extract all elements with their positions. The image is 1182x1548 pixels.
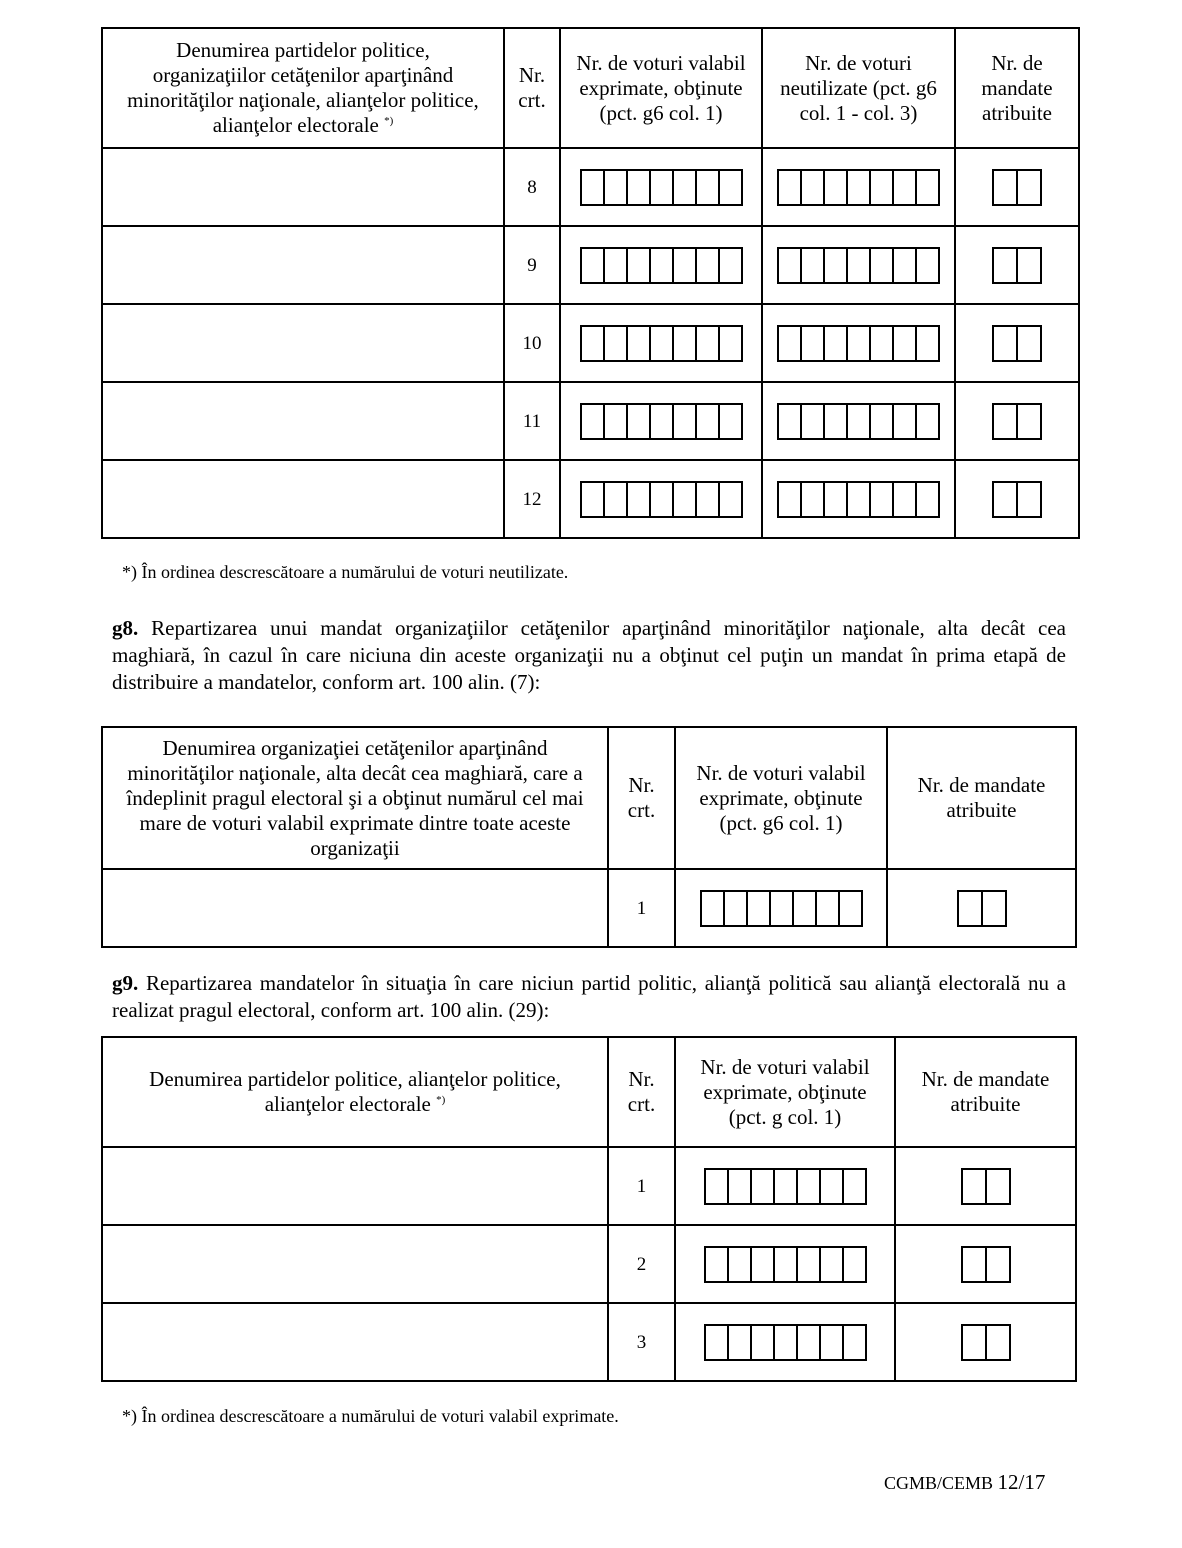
table-row [102,1303,1076,1381]
section-g8-text: Repartizarea unui mandat organizaţiilor cetăţenilor aparţinând minorităţilor naţionale, alta decât cea maghiară, în cazul în care niciuna din aceste organizaţii nu a obţinut cel puţin un mandat în prima etapă de distribuire a mandatelor, conform art. 100 alin. (7): [112,616,1066,694]
col-header-votes: Nr. de voturi valabil exprimate, obţinute (pct. g6 col. 1) [560,28,762,148]
mandates-digit-boxes[interactable] [957,890,1007,927]
votes-cell [675,1303,895,1381]
unused-votes-digit-boxes[interactable] [777,247,940,284]
mandates-cell [955,148,1079,226]
mandates-digit-boxes[interactable] [961,1324,1011,1361]
col-header-votes: Nr. de voturi valabil exprimate, obţinute (pct. g6 col. 1) [675,727,887,869]
mandates-cell [955,304,1079,382]
mandates-cell [955,382,1079,460]
unused-votes-digit-boxes[interactable] [777,325,940,362]
mandates-cell [955,226,1079,304]
votes-digit-boxes[interactable] [704,1246,867,1283]
col-header-name: Denumirea partidelor politice, organizaţiilor cetăţenilor aparţinând minorităţilor naţionale, alianţelor politice, alianţelor electorale *) [102,28,504,148]
party-name-cell[interactable] [102,460,504,538]
col-header-mandates: Nr. de mandate atribuite [895,1037,1076,1147]
table-row [102,869,1076,947]
party-name-cell[interactable] [102,226,504,304]
table-header-row [102,727,1076,869]
row-number: 1 [608,1147,675,1225]
party-name-cell[interactable] [102,382,504,460]
col-header-unused-votes: Nr. de voturi neutilizate (pct. g6 col. 1 - col. 3) [762,28,955,148]
section-g9-paragraph [112,970,1066,1024]
col-header-nr: Nr. crt. [608,727,675,869]
votes-digit-boxes[interactable] [580,481,743,518]
section-g8-paragraph [112,615,1066,696]
table-row [102,226,1079,304]
col-header-mandates: Nr. de mandate atribuite [887,727,1076,869]
col-header-name: Denumirea partidelor politice, alianţelor politice, alianţelor electorale *) [102,1037,608,1147]
unused-votes-digit-boxes[interactable] [777,169,940,206]
mandates-digit-boxes[interactable] [992,481,1042,518]
unused-votes-cell [762,226,955,304]
col-header-nr: Nr. crt. [608,1037,675,1147]
votes-cell [675,869,887,947]
votes-digit-boxes[interactable] [700,890,863,927]
votes-cell [675,1225,895,1303]
table-row [102,304,1079,382]
votes-digit-boxes[interactable] [580,169,743,206]
table-row [102,1147,1076,1225]
row-number: 1 [608,869,675,947]
table-row [102,460,1079,538]
table-row [102,382,1079,460]
unused-votes-digit-boxes[interactable] [777,403,940,440]
votes-cell [560,382,762,460]
page-footer [884,1470,1045,1495]
unused-votes-cell [762,382,955,460]
row-number: 8 [504,148,560,226]
organization-name-cell[interactable] [102,869,608,947]
votes-digit-boxes[interactable] [580,325,743,362]
votes-cell [560,226,762,304]
row-number: 9 [504,226,560,304]
mandates-digit-boxes[interactable] [992,247,1042,284]
mandates-cell [887,869,1076,947]
mandates-cell [895,1147,1076,1225]
footnote-unused-votes: *) În ordinea descrescătoare a numărului de voturi neutilizate. [122,562,569,582]
col-header-votes: Nr. de voturi valabil exprimate, obţinute (pct. g col. 1) [675,1037,895,1147]
votes-digit-boxes[interactable] [704,1168,867,1205]
row-number: 2 [608,1225,675,1303]
mandates-cell [895,1303,1076,1381]
mandates-cell [955,460,1079,538]
table-row [102,1225,1076,1303]
votes-cell [560,460,762,538]
section-g9-text: Repartizarea mandatelor în situaţia în care niciun partid politic, alianţă politică sau alianţă electorală nu a realizat pragul electoral, conform art. 100 alin. (29): [112,971,1066,1022]
col-header-name: Denumirea organizaţiei cetăţenilor aparţinând minorităţilor naţionale, alta decât cea maghiară, care a îndeplinit pragul electoral şi a obţinut numărul cel mai mare de voturi valabil exprimate dintre toate aceste organizaţii [102,727,608,869]
row-number: 11 [504,382,560,460]
row-number: 3 [608,1303,675,1381]
table-header-row [102,28,1079,148]
mandates-digit-boxes[interactable] [961,1246,1011,1283]
table-threshold-not-met [101,1036,1077,1382]
table-row [102,148,1079,226]
votes-digit-boxes[interactable] [704,1324,867,1361]
table-minority-mandate [101,726,1077,948]
col-header-nr: Nr. crt. [504,28,560,148]
votes-digit-boxes[interactable] [580,247,743,284]
page-number: 12/17 [997,1470,1046,1494]
unused-votes-cell [762,148,955,226]
votes-digit-boxes[interactable] [580,403,743,440]
row-number: 10 [504,304,560,382]
party-name-cell[interactable] [102,148,504,226]
votes-cell [675,1147,895,1225]
party-name-cell[interactable] [102,304,504,382]
mandates-digit-boxes[interactable] [961,1168,1011,1205]
votes-cell [560,148,762,226]
form-code: CGMB/CEMB [884,1473,994,1493]
mandates-cell [895,1225,1076,1303]
unused-votes-cell [762,460,955,538]
mandates-digit-boxes[interactable] [992,403,1042,440]
row-number: 12 [504,460,560,538]
section-g8-label: g8. [112,616,139,640]
col-header-mandates: Nr. de mandate atribuite [955,28,1079,148]
party-name-cell[interactable] [102,1147,608,1225]
section-g9-label: g9. [112,971,139,995]
mandates-digit-boxes[interactable] [992,325,1042,362]
votes-cell [560,304,762,382]
table-header-row [102,1037,1076,1147]
party-name-cell[interactable] [102,1303,608,1381]
footnote-valid-votes: *) În ordinea descrescătoare a numărului de voturi valabil exprimate. [122,1406,619,1426]
mandates-digit-boxes[interactable] [992,169,1042,206]
table-remaining-votes [101,27,1080,539]
party-name-cell[interactable] [102,1225,608,1303]
unused-votes-cell [762,304,955,382]
unused-votes-digit-boxes[interactable] [777,481,940,518]
